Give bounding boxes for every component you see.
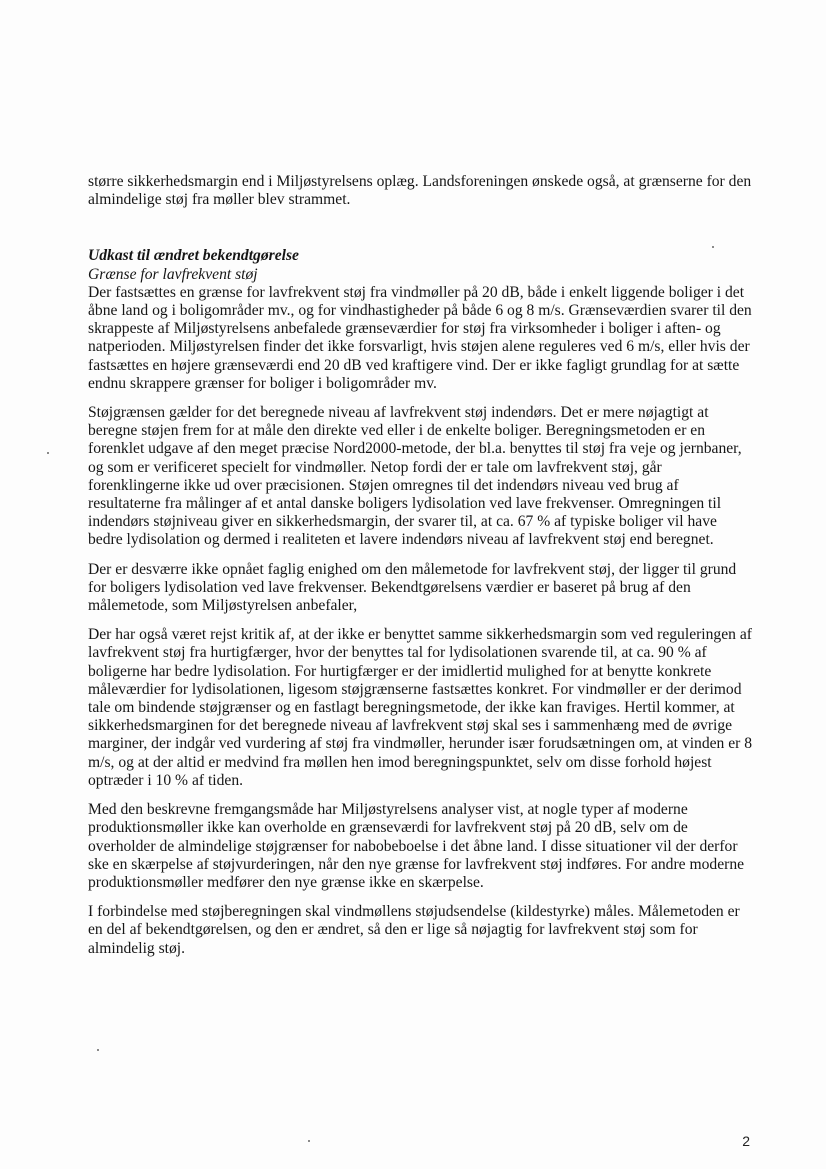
body-paragraph: Der har også været rejst kritik af, at der ikke er benyttet samme sikkerhedsmargin som ved reguleringen af lavfrekvent støj fra hurtigfærger, hvor der benyttes tal for lydisolationen svarende til, at ca. 90 % af boligerne har bedre lydisolation. For hurtigfærger er der imidlertid mulighed for at benytte konkrete måleværdier for lydisolationen, ligesom støjgrænserne fastsættes konkret. For vindmøller er der derimod tale om bindende støjgrænser og en fastlagt beregningsmetode, der ikke kan fraviges. Hertil kommer, at sikkerhedsmarginen for det beregnede niveau af lavfrekvent støj skal ses i sammenhæng med de øvrige marginer, der indgår ved vurdering af støj fra vindmøller, herunder især forudsætningen om, at vinden er 8 m/s, og at der altid er medvind fra møllen hen imod beregningspunktet, selv om disse forhold højest optræder i 10 % af tiden.: [88, 626, 753, 789]
section-heading: Udkast til ændret bekendtgørelse: [88, 247, 299, 265]
body-paragraph: Med den beskrevne fremgangsmåde har Miljøstyrelsens analyser vist, at nogle typer af moderne produktionsmøller ikke kan overholde en grænseværdi for lavfrekvent støj på 20 dB, selv om de overholder de almindelige støjgrænser for nabobeboelse i det åbne land. I disse situationer vil der derfor ske en skærpelse af støjvurderingen, når den nye grænse for lavfrekvent støj indføres. For andre moderne produktionsmøller medfører den nye grænse ikke en skærpelse.: [88, 801, 745, 891]
document-body: [88, 173, 754, 969]
intro-paragraph: større sikkerhedsmargin end i Miljøstyrelsens oplæg. Landsforeningen ønskede også, at grænserne for den almindelige støj fra møller blev strammet.: [88, 173, 752, 209]
body-paragraph: Der er desværre ikke opnået faglig enighed om den målemetode for lavfrekvent støj, der ligger til grund for boligers lydisolation ved lave frekvenser. Bekendtgørelsens værdier er baseret på brug af den målemetode, som Miljøstyrelsen anbefaler,: [88, 560, 737, 615]
section-subheading: Grænse for lavfrekvent støj: [88, 265, 258, 283]
body-paragraph: I forbindelse med støjberegningen skal vindmøllens støjudsendelse (kildestyrke) måles. Målemetoden er en del af bekendtgørelsen, og den er ændret, så den er lige så nøjagtig for lavfrekvent støj som for almindelig støj.: [88, 903, 740, 957]
scan-speck: [47, 452, 49, 454]
scan-speck: [308, 1140, 310, 1142]
scan-speck: [97, 1049, 99, 1051]
page-number: 2: [742, 1133, 750, 1149]
body-paragraph: Der fastsættes en grænse for lavfrekvent støj fra vindmøller på 20 dB, både i enkelt liggende boliger i det åbne land og i boligområder mv., og for vindhastigheder på både 6 og 8 m/s. Grænseværdien svarer til den skrappeste af Miljøstyrelsens anbefalede grænseværdier for støj fra virksomheder i boliger i aften- og natperioden. Miljøstyrelsen finder det ikke forsvarligt, hvis støjen alene reguleres ved 6 m/s, eller hvis der fastsættes en højere grænseværdi end 20 dB ved kraftigere vind. Der er ikke fagligt grundlag for at sætte endnu skrappere grænser for boliger i boligområder mv.: [88, 283, 752, 392]
body-paragraph: Støjgrænsen gælder for det beregnede niveau af lavfrekvent støj indendørs. Det er mere nøjagtigt at beregne støjen frem for at måle den direkte ved eller i de enkelte boliger. Beregningsmetoden er en forenklet udgave af den meget præcise Nord2000-metode, der bl.a. benyttes til støj fra veje og jernbaner, og som er verificeret specielt for vindmøller. Netop fordi der er tale om lavfrekvent støj, går forenklingerne ikke ud over præcisionen. Støjen omregnes til det indendørs niveau ved brug af resultaterne fra målinger af et antal danske boligers lydisolation ved lave frekvenser. Omregningen til indendørs støjniveau giver en sikkerhedsmargin, der svarer til, at ca. 67 % af typiske boliger vil have bedre lydisolation og dermed i realiteten et lavere indendørs niveau af lavfrekvent støj end beregnet.: [88, 404, 742, 549]
scan-speck: [712, 246, 714, 248]
